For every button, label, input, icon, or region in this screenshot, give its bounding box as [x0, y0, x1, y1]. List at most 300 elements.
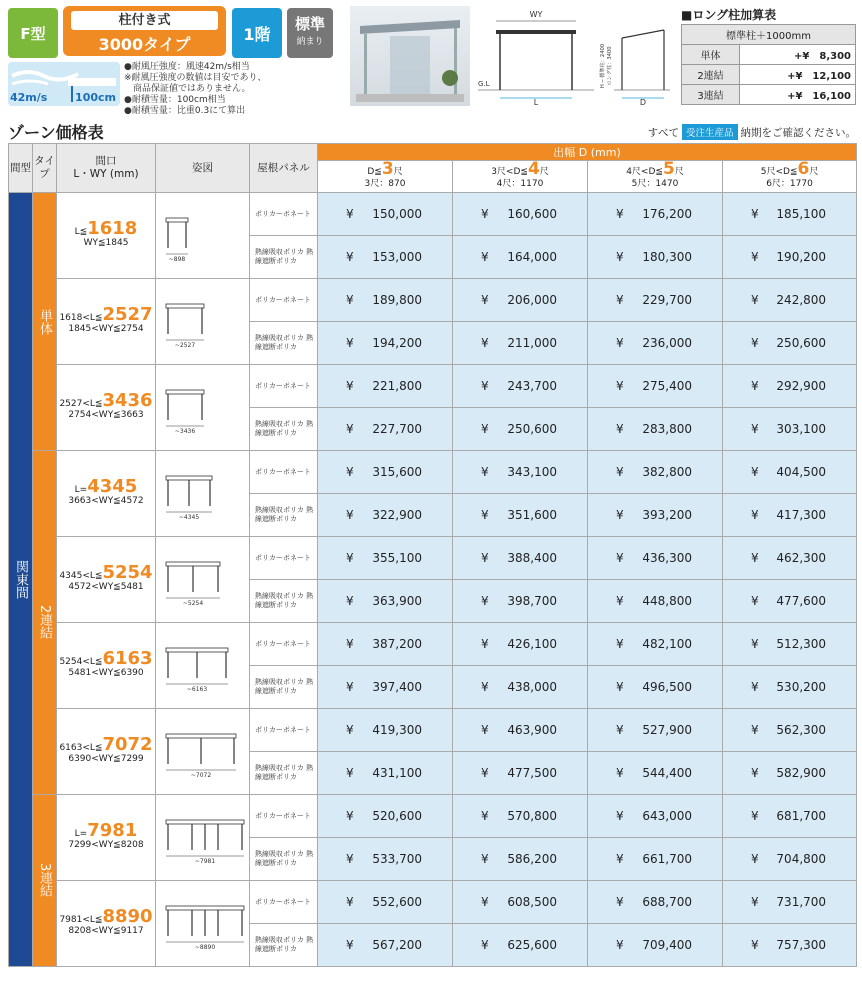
yen-sign: ¥	[616, 895, 624, 909]
price-value: 431,100	[372, 766, 422, 780]
price-cell	[453, 752, 588, 795]
price-value: 150,000	[372, 207, 422, 221]
price-cell	[453, 236, 588, 279]
span-value: 7072	[102, 733, 153, 755]
table-row	[9, 279, 857, 322]
yen-sign: ¥	[481, 508, 489, 522]
price-value: 757,300	[776, 938, 827, 952]
price-cell	[453, 279, 588, 322]
figure-cell	[156, 537, 250, 623]
price-value: 520,600	[372, 809, 422, 823]
depth-mm: 6尺：1770	[766, 179, 813, 189]
yen-sign: ¥	[751, 637, 759, 651]
yen-sign: ¥	[751, 551, 759, 565]
yen-sign: ¥	[346, 766, 354, 780]
yen-sign: ¥	[751, 465, 759, 479]
price-value: 582,900	[776, 766, 827, 780]
price-value: 206,000	[507, 293, 557, 307]
yen-sign: ¥	[751, 422, 759, 436]
yen-sign: ¥	[751, 680, 759, 694]
span-pre: 7981<L≦	[59, 914, 103, 925]
yen-sign: ¥	[616, 465, 624, 479]
price-cell	[588, 408, 723, 451]
span-value: 6163	[102, 647, 153, 669]
span-value: 3436	[102, 389, 153, 411]
yen-sign: ¥	[616, 680, 624, 694]
price-value: 160,600	[507, 207, 557, 221]
price-cell	[588, 580, 723, 623]
yen-sign: ¥	[346, 938, 354, 952]
price-value: 221,800	[372, 379, 422, 393]
long-pillar-label: 3連結	[682, 85, 740, 105]
yen-sign: ¥	[346, 551, 354, 565]
depth-pre: 4尺<D≦	[626, 167, 663, 177]
price-value: 544,400	[642, 766, 692, 780]
price-cell	[588, 666, 723, 709]
price-value: 448,800	[642, 594, 692, 608]
table-row	[9, 881, 857, 924]
price-value: 283,800	[642, 422, 692, 436]
price-value: 250,600	[507, 422, 557, 436]
price-cell	[723, 623, 857, 666]
price-cell	[318, 580, 453, 623]
figure-header: 姿図	[156, 144, 250, 193]
yen-sign: ¥	[751, 938, 759, 952]
type-header: タイプ	[33, 144, 57, 193]
canopy-figure	[160, 462, 246, 522]
panel-heat-ray: 熱線吸収ポリカ 熱線遮断ポリカ	[250, 666, 318, 709]
yen-sign: ¥	[346, 336, 354, 350]
price-value: 688,700	[642, 895, 692, 909]
figure-cell	[156, 795, 250, 881]
depth-pre: D≦	[367, 167, 382, 177]
figure-dimension: ~7072	[190, 771, 211, 779]
yen-sign: ¥	[616, 766, 624, 780]
price-cell	[723, 451, 857, 494]
price-value: 398,700	[507, 594, 557, 608]
price-cell	[453, 924, 588, 967]
spec-note-line: 商品保証値ではありません。	[124, 84, 251, 94]
price-value: 387,200	[372, 637, 422, 651]
price-value: 681,700	[776, 809, 827, 823]
price-cell	[453, 537, 588, 580]
yen-sign: ¥	[346, 594, 354, 608]
price-value: 355,100	[372, 551, 422, 565]
yen-sign: ¥	[346, 723, 354, 737]
figure-cell	[156, 623, 250, 709]
price-cell	[723, 365, 857, 408]
price-cell	[723, 881, 857, 924]
yen-sign: ¥	[481, 895, 489, 909]
yen-sign: ¥	[481, 723, 489, 737]
panel-polycarbonate: ポリカーボネート	[250, 623, 318, 666]
table-row	[9, 193, 857, 236]
delivery-note	[648, 124, 856, 140]
price-cell	[453, 408, 588, 451]
long-pillar-value: +¥ 12,100	[740, 65, 856, 85]
price-cell	[453, 580, 588, 623]
price-value: 512,300	[776, 637, 827, 651]
yen-sign: ¥	[616, 637, 624, 651]
price-cell	[588, 322, 723, 365]
yen-sign: ¥	[346, 809, 354, 823]
panel-polycarbonate: ポリカーボネート	[250, 795, 318, 838]
price-value: 552,600	[372, 895, 422, 909]
span-wy: 8208<WY≦9117	[68, 925, 144, 936]
price-value: 189,800	[372, 293, 422, 307]
price-value: 527,900	[642, 723, 692, 737]
depth-header: 出幅 D (mm)	[318, 144, 857, 161]
yen-sign: ¥	[751, 207, 759, 221]
price-cell	[723, 838, 857, 881]
yen-sign: ¥	[616, 207, 624, 221]
price-cell	[318, 709, 453, 752]
span-wy: 6390<WY≦7299	[68, 753, 144, 764]
price-value: 586,200	[507, 852, 557, 866]
price-value: 292,900	[776, 379, 827, 393]
side-elevation-diagram	[598, 24, 670, 106]
yen-sign: ¥	[751, 723, 759, 737]
panel-heat-ray: 熱線吸収ポリカ 熱線遮断ポリカ	[250, 752, 318, 795]
price-cell	[588, 709, 723, 752]
depth-mm: 3尺：870	[364, 179, 406, 189]
price-value: 477,600	[776, 594, 827, 608]
d-label: D	[639, 98, 647, 106]
price-cell	[588, 236, 723, 279]
depth-pre: 3尺<D≦	[491, 167, 528, 177]
span-wy: 5481<WY≦6390	[68, 667, 144, 678]
yen-sign: ¥	[751, 379, 759, 393]
price-value: 236,000	[642, 336, 692, 350]
span-value: 4345	[87, 475, 138, 497]
table-row	[9, 795, 857, 838]
delivery-note-post: 納期をご確認ください。	[740, 126, 856, 139]
depth-unit: 尺	[674, 167, 684, 177]
price-cell	[453, 838, 588, 881]
yen-sign: ¥	[481, 766, 489, 780]
depth-value: 4	[527, 159, 540, 179]
price-cell	[588, 537, 723, 580]
yen-sign: ¥	[481, 465, 489, 479]
span-cell	[57, 795, 156, 881]
price-value: 194,200	[372, 336, 422, 350]
yen-sign: ¥	[751, 293, 759, 307]
figure-dimension: ~2527	[174, 341, 195, 349]
yen-sign: ¥	[481, 852, 489, 866]
price-value: 176,200	[642, 207, 692, 221]
price-value: 462,300	[776, 551, 827, 565]
price-cell	[723, 709, 857, 752]
front-elevation-diagram	[476, 6, 596, 106]
price-value: 530,200	[776, 680, 827, 694]
wind-value: 42m/s	[10, 91, 48, 104]
price-cell	[723, 279, 857, 322]
long-pillar-header: 標準柱＋1000mm	[682, 25, 856, 45]
price-value: 250,600	[776, 336, 827, 350]
price-cell	[453, 623, 588, 666]
type-cell: 3連結	[33, 795, 57, 967]
price-value: 227,700	[372, 422, 422, 436]
canopy-figure	[160, 548, 246, 608]
span-wy: 7299<WY≦8208	[68, 839, 144, 850]
price-value: 315,600	[372, 465, 422, 479]
table-row	[9, 537, 857, 580]
price-value: 393,200	[642, 508, 692, 522]
price-cell	[588, 623, 723, 666]
price-cell	[318, 881, 453, 924]
price-value: 303,100	[776, 422, 827, 436]
type-cell: 単体	[33, 193, 57, 451]
yen-sign: ¥	[616, 508, 624, 522]
spec-note-line: ●耐風圧強度：風速42m/s相当	[124, 62, 250, 72]
spec-notes	[124, 62, 354, 117]
depth-column-header	[588, 161, 723, 193]
yen-sign: ¥	[751, 250, 759, 264]
price-value: 363,900	[372, 594, 422, 608]
yen-sign: ¥	[346, 680, 354, 694]
height-label-1: H ─ 標準柱：2400	[600, 43, 606, 89]
price-cell	[318, 795, 453, 838]
span-cell	[57, 365, 156, 451]
span-cell	[57, 193, 156, 279]
price-value: 533,700	[372, 852, 422, 866]
price-value: 482,100	[642, 637, 692, 651]
price-value: 180,300	[642, 250, 692, 264]
standard-badge	[287, 8, 333, 58]
yen-sign: ¥	[481, 594, 489, 608]
depth-value: 6	[797, 159, 810, 179]
price-cell	[723, 193, 857, 236]
yen-sign: ¥	[346, 465, 354, 479]
price-value: 185,100	[776, 207, 827, 221]
price-cell	[318, 537, 453, 580]
yen-sign: ¥	[346, 250, 354, 264]
span-wy: 4572<WY≦5481	[68, 581, 144, 592]
depth-unit: 尺	[809, 167, 819, 177]
panel-heat-ray: 熱線吸収ポリカ 熱線遮断ポリカ	[250, 236, 318, 279]
price-value: 243,700	[507, 379, 557, 393]
canopy-figure	[160, 376, 246, 436]
yen-sign: ¥	[346, 379, 354, 393]
price-cell	[318, 666, 453, 709]
price-cell	[318, 924, 453, 967]
span-pre: L=	[74, 828, 88, 839]
price-cell	[588, 795, 723, 838]
yen-sign: ¥	[481, 680, 489, 694]
yen-sign: ¥	[481, 551, 489, 565]
span-value: 8890	[102, 905, 153, 927]
price-value: 419,300	[372, 723, 422, 737]
span-pre: 4345<L≦	[59, 570, 103, 581]
yen-sign: ¥	[616, 250, 624, 264]
span-pre: L=	[74, 484, 88, 495]
yen-sign: ¥	[481, 207, 489, 221]
height-label-2: ロング柱：3400	[607, 46, 613, 86]
price-cell	[588, 752, 723, 795]
yen-sign: ¥	[616, 336, 624, 350]
price-cell	[588, 881, 723, 924]
canopy-figure	[160, 806, 246, 866]
figure-cell	[156, 193, 250, 279]
yen-sign: ¥	[346, 852, 354, 866]
price-cell	[318, 838, 453, 881]
price-value: 242,800	[776, 293, 827, 307]
price-cell	[723, 537, 857, 580]
yen-sign: ¥	[481, 809, 489, 823]
depth-unit: 尺	[393, 167, 403, 177]
yen-sign: ¥	[751, 852, 759, 866]
yen-sign: ¥	[616, 852, 624, 866]
yen-sign: ¥	[481, 422, 489, 436]
panel-heat-ray: 熱線吸収ポリカ 熱線遮断ポリカ	[250, 924, 318, 967]
yen-sign: ¥	[346, 508, 354, 522]
price-value: 404,500	[776, 465, 827, 479]
yen-sign: ¥	[346, 207, 354, 221]
yen-sign: ¥	[616, 551, 624, 565]
price-value: 661,700	[642, 852, 692, 866]
panel-heat-ray: 熱線吸収ポリカ 熱線遮断ポリカ	[250, 580, 318, 623]
panel-polycarbonate: ポリカーボネート	[250, 709, 318, 752]
price-cell	[723, 795, 857, 838]
panel-polycarbonate: ポリカーボネート	[250, 537, 318, 580]
span-wy: 3663<WY≦4572	[68, 495, 144, 506]
floor-badge: 1階	[232, 8, 282, 58]
long-pillar-value: +¥ 8,300	[740, 45, 856, 65]
yen-sign: ¥	[751, 809, 759, 823]
yen-sign: ¥	[481, 938, 489, 952]
span-wy: 1845<WY≦2754	[68, 323, 144, 334]
spec-note-line: ●耐積雪量：100cm相当	[124, 95, 226, 105]
figure-cell	[156, 881, 250, 967]
price-cell	[318, 236, 453, 279]
price-cell	[723, 408, 857, 451]
yen-sign: ¥	[346, 293, 354, 307]
price-value: 153,000	[372, 250, 422, 264]
figure-dimension: ~5254	[182, 599, 203, 607]
delivery-note-pre: すべて	[647, 126, 679, 139]
span-cell	[57, 451, 156, 537]
wind-snow-icon	[8, 62, 120, 106]
yen-sign: ¥	[751, 594, 759, 608]
figure-dimension: ~4345	[178, 513, 199, 521]
area-header: 間型	[9, 144, 33, 193]
span-wy: WY≦1845	[83, 237, 129, 248]
price-cell	[453, 494, 588, 537]
yen-sign: ¥	[616, 594, 624, 608]
price-cell	[588, 838, 723, 881]
price-cell	[588, 365, 723, 408]
panel-header: 屋根パネル	[250, 144, 318, 193]
long-pillar-label: 単体	[682, 45, 740, 65]
price-cell	[453, 365, 588, 408]
price-cell	[318, 193, 453, 236]
depth-mm: 4尺：1170	[496, 179, 544, 189]
yen-sign: ¥	[616, 938, 624, 952]
price-value: 417,300	[776, 508, 827, 522]
area-cell: 関東間	[9, 193, 33, 967]
span-cell	[57, 279, 156, 365]
long-pillar-label: 2連結	[682, 65, 740, 85]
price-cell	[453, 193, 588, 236]
price-cell	[723, 666, 857, 709]
price-value: 351,600	[507, 508, 557, 522]
price-cell	[588, 279, 723, 322]
price-cell	[453, 451, 588, 494]
yen-sign: ¥	[481, 336, 489, 350]
made-to-order-tag: 受注生産品	[682, 124, 738, 140]
price-value: 496,500	[642, 680, 692, 694]
standard-sub: 納まり	[296, 37, 324, 47]
price-cell	[723, 236, 857, 279]
canopy-figure	[160, 720, 246, 780]
spec-note-line: ●耐積雪量：比重0.3にて算出	[124, 106, 246, 116]
price-cell	[318, 451, 453, 494]
yen-sign: ¥	[616, 293, 624, 307]
price-cell	[318, 752, 453, 795]
price-cell	[318, 623, 453, 666]
panel-heat-ray: 熱線吸収ポリカ 熱線遮断ポリカ	[250, 838, 318, 881]
price-cell	[318, 408, 453, 451]
spec-note-line: ※耐風圧強度の数値は目安であり、	[124, 73, 267, 83]
canopy-figure	[160, 204, 246, 264]
depth-column-header	[453, 161, 588, 193]
price-cell	[318, 365, 453, 408]
price-value: 731,700	[776, 895, 827, 909]
panel-heat-ray: 熱線吸収ポリカ 熱線遮断ポリカ	[250, 494, 318, 537]
wy-label: WY	[529, 10, 543, 19]
gl-label: G.L	[478, 80, 490, 88]
price-value: 608,500	[507, 895, 557, 909]
figure-cell	[156, 365, 250, 451]
figure-cell	[156, 279, 250, 365]
panel-polycarbonate: ポリカーボネート	[250, 365, 318, 408]
yen-sign: ¥	[751, 895, 759, 909]
yen-sign: ¥	[346, 637, 354, 651]
span-value: 1618	[87, 217, 138, 239]
depth-value: 3	[381, 159, 394, 179]
type-cell: 2連結	[33, 451, 57, 795]
yen-sign: ¥	[346, 895, 354, 909]
price-value: 275,400	[642, 379, 692, 393]
style-line2: 3000タイプ	[98, 35, 191, 54]
yen-sign: ¥	[616, 422, 624, 436]
price-cell	[723, 494, 857, 537]
price-cell	[318, 322, 453, 365]
long-pillar-table	[681, 24, 856, 105]
style-line1: 柱付き式	[71, 11, 218, 30]
yen-sign: ¥	[481, 293, 489, 307]
price-cell	[453, 666, 588, 709]
panel-heat-ray: 熱線吸収ポリカ 熱線遮断ポリカ	[250, 408, 318, 451]
yen-sign: ¥	[616, 379, 624, 393]
product-photo	[350, 6, 470, 106]
snow-value: 100cm	[75, 91, 116, 104]
span-cell	[57, 623, 156, 709]
price-cell	[588, 193, 723, 236]
yen-sign: ¥	[751, 766, 759, 780]
price-value: 343,100	[507, 465, 557, 479]
panel-polycarbonate: ポリカーボネート	[250, 881, 318, 924]
span-pre: 1618<L≦	[59, 312, 103, 323]
yen-sign: ¥	[616, 809, 624, 823]
figure-dimension: ~8890	[194, 943, 215, 951]
price-cell	[723, 580, 857, 623]
panel-heat-ray: 熱線吸収ポリカ 熱線遮断ポリカ	[250, 322, 318, 365]
price-cell	[588, 494, 723, 537]
table-row	[9, 451, 857, 494]
price-value: 388,400	[507, 551, 557, 565]
price-value: 477,500	[507, 766, 557, 780]
